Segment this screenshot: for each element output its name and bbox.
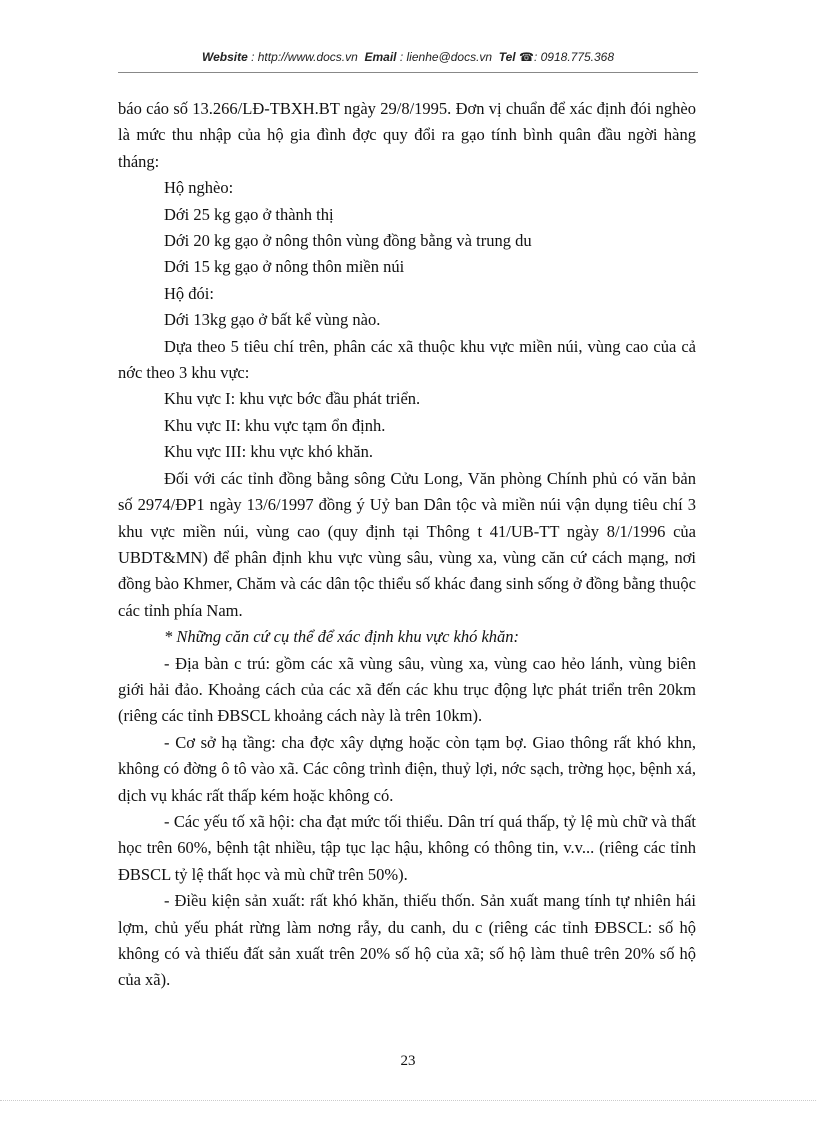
paragraph: - Điều kiện sản xuất: rất khó khăn, thiếu thốn. Sản xuất mang tính tự nhiên hái lợm, chủ yếu phát rừng làm nơng rẫy, du canh, du c (riêng các tỉnh ĐBSCL: số hộ không có và thiếu đất sản xuất trên 20% số hộ của xã; số hộ làm thuê trên 20% số hộ của xã). [118, 891, 696, 990]
paragraph: Dới 15 kg gạo ở nông thôn miền núi [164, 257, 405, 277]
paragraph: Hộ nghèo: [164, 178, 234, 198]
paragraph: Khu vực I: khu vực bớc đầu phát triển. [164, 389, 421, 409]
website-value: : http://www.docs.vn [251, 50, 358, 64]
paragraph: Dới 20 kg gạo ở nông thôn vùng đồng bằng và trung du [164, 231, 532, 251]
document-body [118, 96, 696, 994]
section-heading: * Những căn cứ cụ thể để xác định khu vực khó khăn: [164, 627, 520, 647]
header-divider [118, 72, 698, 73]
paragraph: Dới 13kg gạo ở bất kể vùng nào. [164, 310, 381, 330]
tel-label: Tel [498, 50, 516, 64]
paragraph: Dới 25 kg gạo ở thành thị [164, 204, 334, 224]
paragraph: Đối với các tỉnh đồng bằng sông Cửu Long, Văn phòng Chính phủ có văn bản số 2974/ĐP1 ngày 13/6/1997 đồng ý Uỷ ban Dân tộc và miền núi vận dụng tiêu chí 3 khu vực miền núi, vùng cao (quy định tại Thông t 41/UB-TT ngày 8/1/1996 của UBDT&MN) để phân định khu vực vùng sâu, vùng xa, vùng căn cứ cách mạng, nơi đồng bào Khmer, Chăm và các dân tộc thiểu số khác đang sinh sống ở đồng bằng thuộc các tỉnh phía Nam. [118, 468, 696, 620]
phone-icon: ☎ [519, 50, 534, 64]
paragraph: Khu vực III: khu vực khó khăn. [164, 442, 373, 462]
email-value: : lienhe@docs.vn [399, 50, 493, 64]
paragraph: báo cáo số 13.266/LĐ-TBXH.BT ngày 29/8/1995. Đơn vị chuẩn để xác định đói nghèo là mức thu nhập của hộ gia đình đợc quy đổi ra gạo tính bình quân đầu ngời hàng tháng: [118, 99, 696, 171]
paragraph: - Cơ sở hạ tầng: cha đợc xây dựng hoặc còn tạm bợ. Giao thông rất khó khn, không có đờng ô tô vào xã. Các công trình điện, thuỷ lợi, nớc sạch, trờng học, bệnh xá, dịch vụ khác rất thấp kém hoặc không có. [118, 732, 696, 805]
footer-divider [0, 1100, 816, 1101]
email-label: Email [364, 50, 397, 64]
website-label: Website [201, 50, 248, 64]
page-number: 23 [400, 1053, 416, 1069]
paragraph: Dựa theo 5 tiêu chí trên, phân các xã thuộc khu vực miền núi, vùng cao của cả nớc theo 3 khu vực: [118, 336, 696, 383]
paragraph: - Các yếu tố xã hội: cha đạt mức tối thiểu. Dân trí quá thấp, tỷ lệ mù chữ và thất học trên 60%, bệnh tật nhiều, tập tục lạc hậu, không có thông tin, v.v... (riêng các tỉnh ĐBSCL tỷ lệ thất học và mù chữ trên 50%). [118, 811, 696, 884]
paragraph: - Địa bàn c trú: gồm các xã vùng sâu, vùng xa, vùng cao hẻo lánh, vùng biên giới hải đảo. Khoảng cách của các xã đến các khu trục động lực phát triển trên 20km (riêng các tỉnh ĐBSCL khoảng cách này là trên 10km). [118, 653, 696, 726]
paragraph: Hộ đói: [164, 283, 214, 303]
page-header [118, 50, 698, 64]
tel-value: : 0918.775.368 [533, 50, 615, 64]
paragraph: Khu vực II: khu vực tạm ổn định. [164, 415, 386, 435]
